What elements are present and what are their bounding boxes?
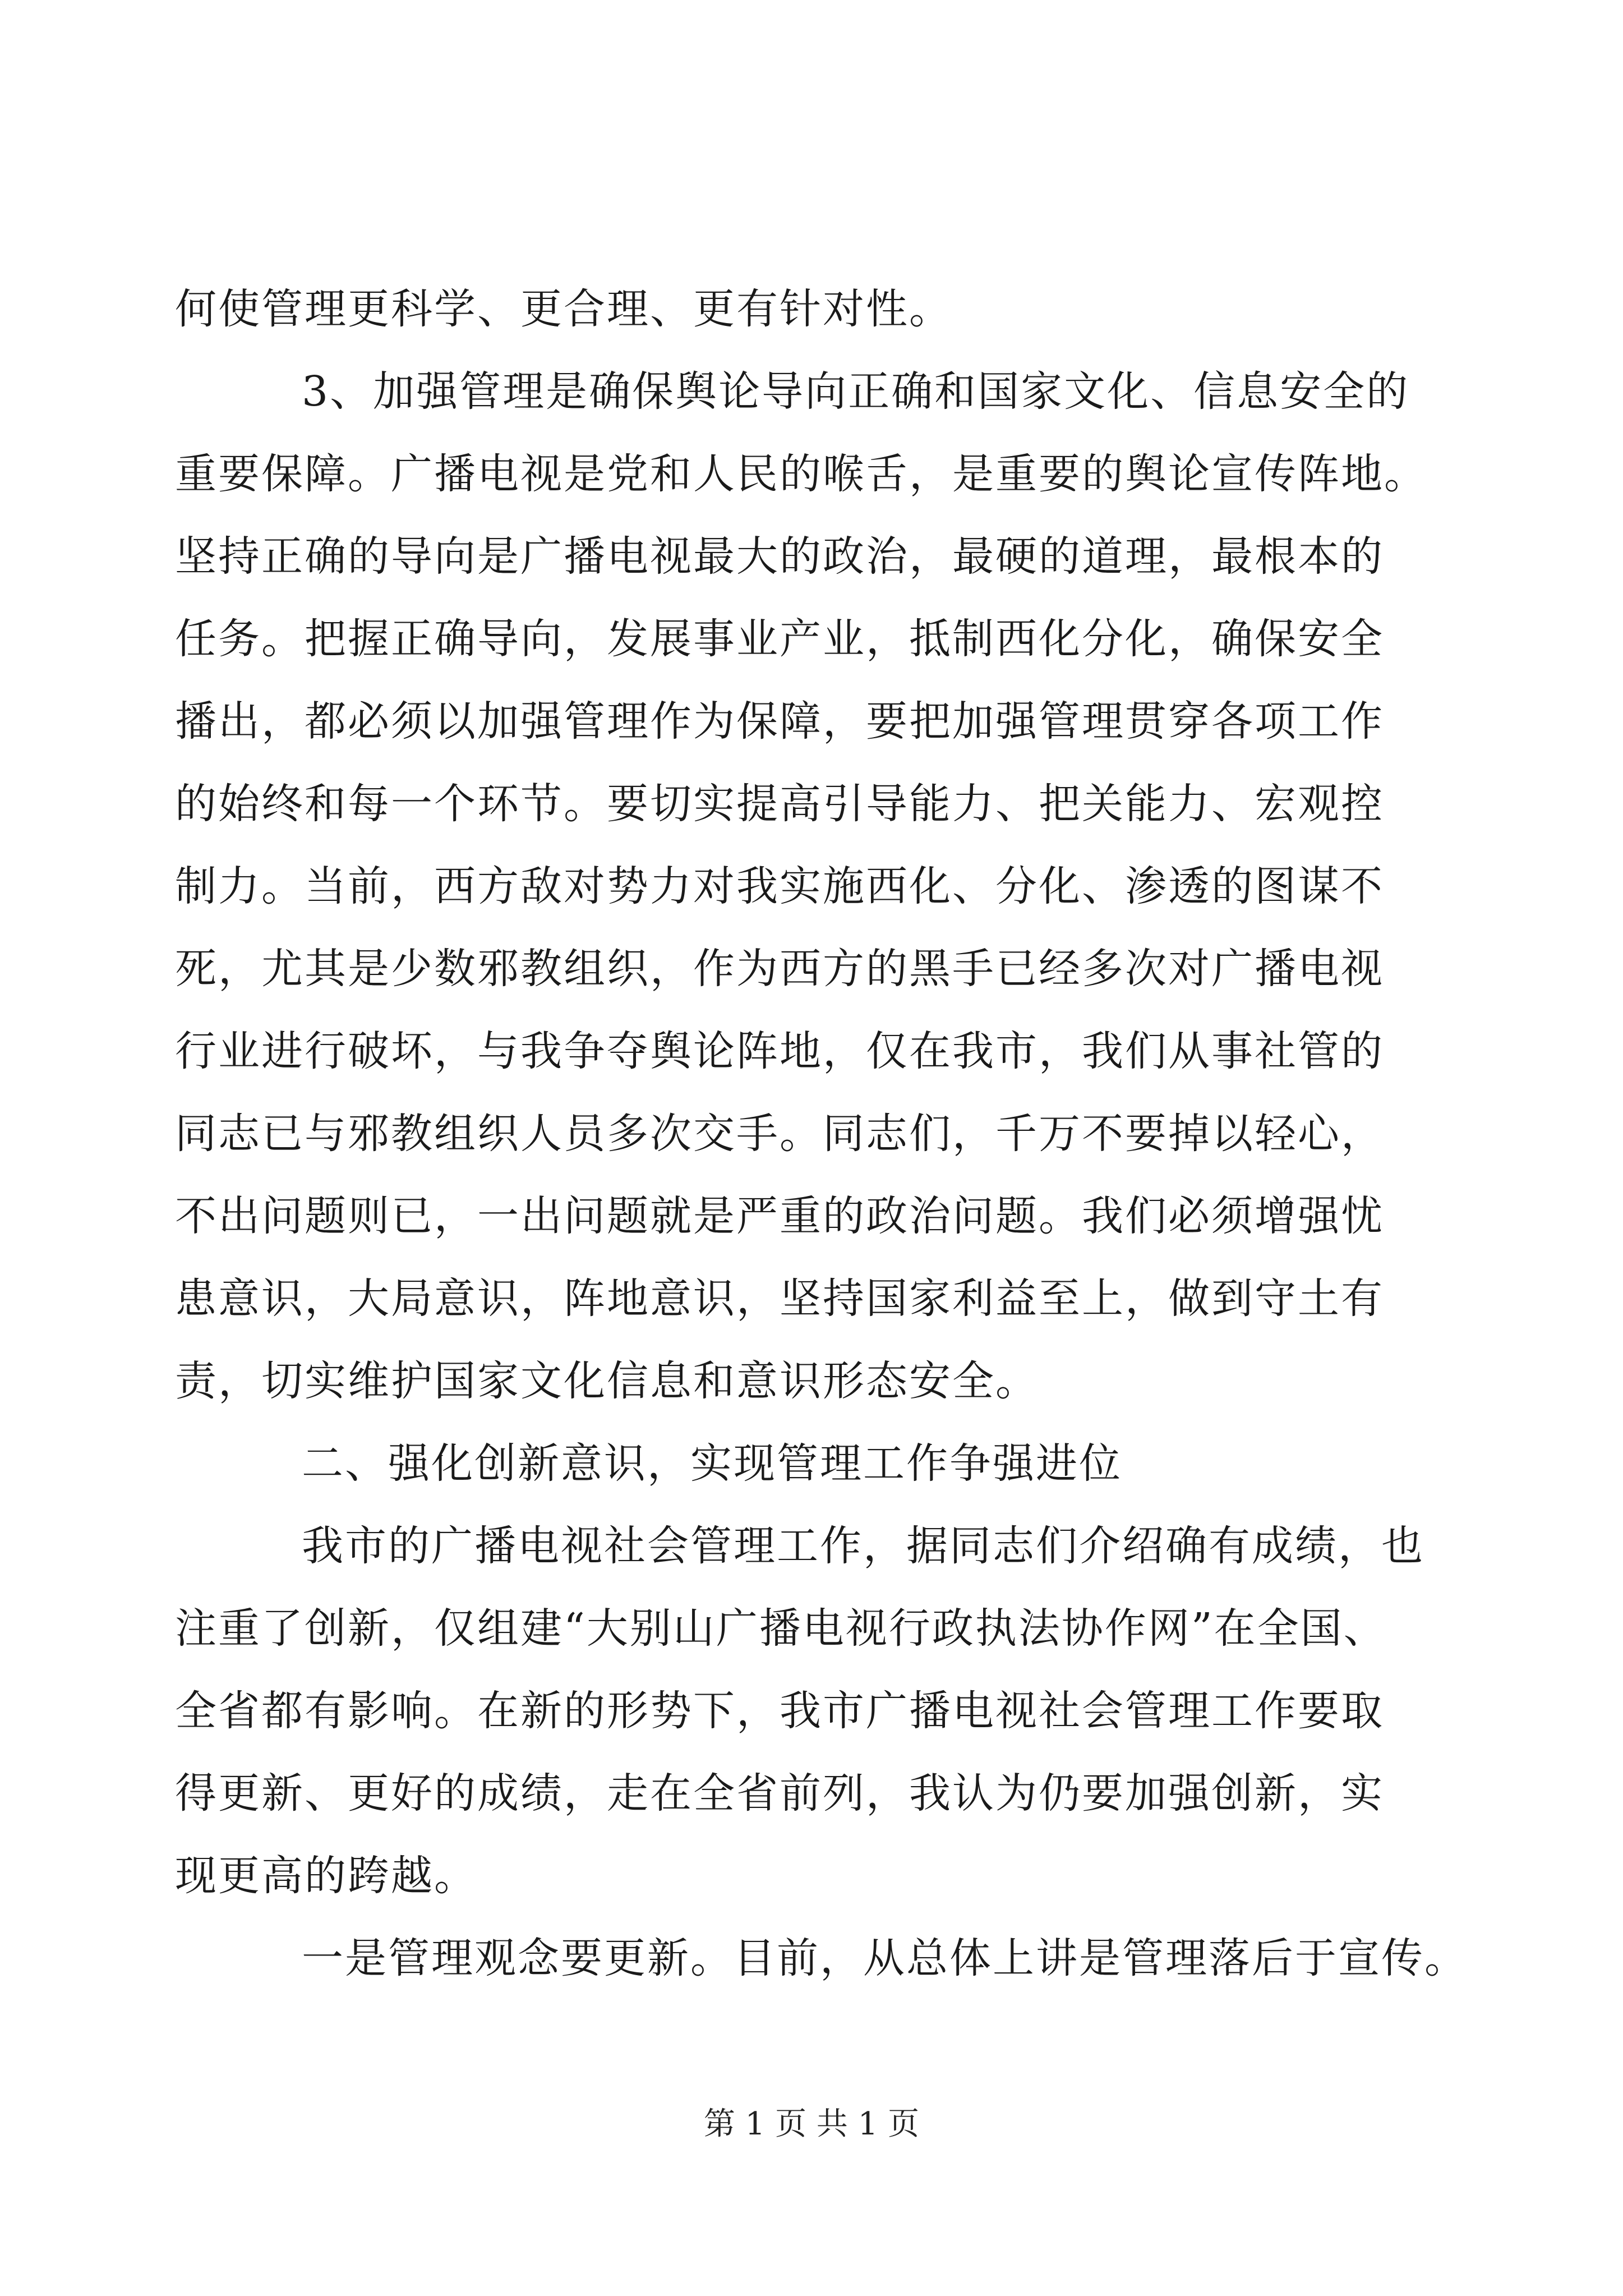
paragraph-line: 全省都有影响。在新的形势下，我市广播电视社会管理工作要取 [175, 1687, 1384, 1735]
paragraph-line: 得更新、更好的成绩，走在全省前列，我认为仍要加强创新，实 [175, 1769, 1384, 1818]
paragraph-line: 重要保障。广播电视是党和人民的喉舌，是重要的舆论宣传阵地。 [175, 450, 1427, 498]
paragraph-line: 任务。把握正确导向，发展事业产业，抵制西化分化，确保安全 [175, 615, 1384, 663]
paragraph-line: 坚持正确的导向是广播电视最大的政治，最硬的道理，最根本的 [175, 532, 1384, 581]
paragraph-line: 一是管理观念要更新。目前，从总体上讲是管理落后于宣传。 [302, 1934, 1468, 1982]
paragraph-line: 我市的广播电视社会管理工作，据同志们介绍确有成绩，也 [302, 1522, 1424, 1570]
paragraph-line: 的始终和每一个环节。要切实提高引导能力、把关能力、宏观控 [175, 780, 1384, 828]
paragraph-line: 播出，都必须以加强管理作为保障，要把加强管理贯穿各项工作 [175, 697, 1384, 746]
paragraph-line: 不出问题则已，一出问题就是严重的政治问题。我们必须增强忧 [175, 1192, 1384, 1240]
paragraph-line: 3、加强管理是确保舆论导向正确和国家文化、信息安全的 [302, 367, 1410, 416]
paragraph-line: 注重了创新，仅组建“大别山广播电视行政执法协作网”在全国、 [175, 1604, 1387, 1653]
paragraph-line: 制力。当前，西方敌对势力对我实施西化、分化、渗透的图谋不 [175, 862, 1384, 910]
paragraph-line: 何使管理更科学、更合理、更有针对性。 [175, 285, 952, 333]
paragraph-line: 同志已与邪教组织人员多次交手。同志们，千万不要掉以轻心， [175, 1110, 1384, 1158]
paragraph-line: 现更高的跨越。 [175, 1852, 477, 1900]
section-heading: 二、强化创新意识，实现管理工作争强进位 [302, 1439, 1122, 1488]
paragraph-line: 死，尤其是少数邪教组织，作为西方的黑手已经多次对广播电视 [175, 945, 1384, 993]
page-number-label: 第 1 页 共 1 页 [703, 2106, 920, 2142]
document-body [175, 268, 1468, 2000]
paragraph-line: 责，切实维护国家文化信息和意识形态安全。 [175, 1357, 1039, 1405]
page-footer [0, 2105, 1623, 2144]
paragraph-line: 行业进行破坏，与我争夺舆论阵地，仅在我市，我们从事社管的 [175, 1027, 1384, 1075]
paragraph-line: 患意识，大局意识，阵地意识，坚持国家利益至上，做到守土有 [175, 1274, 1384, 1323]
